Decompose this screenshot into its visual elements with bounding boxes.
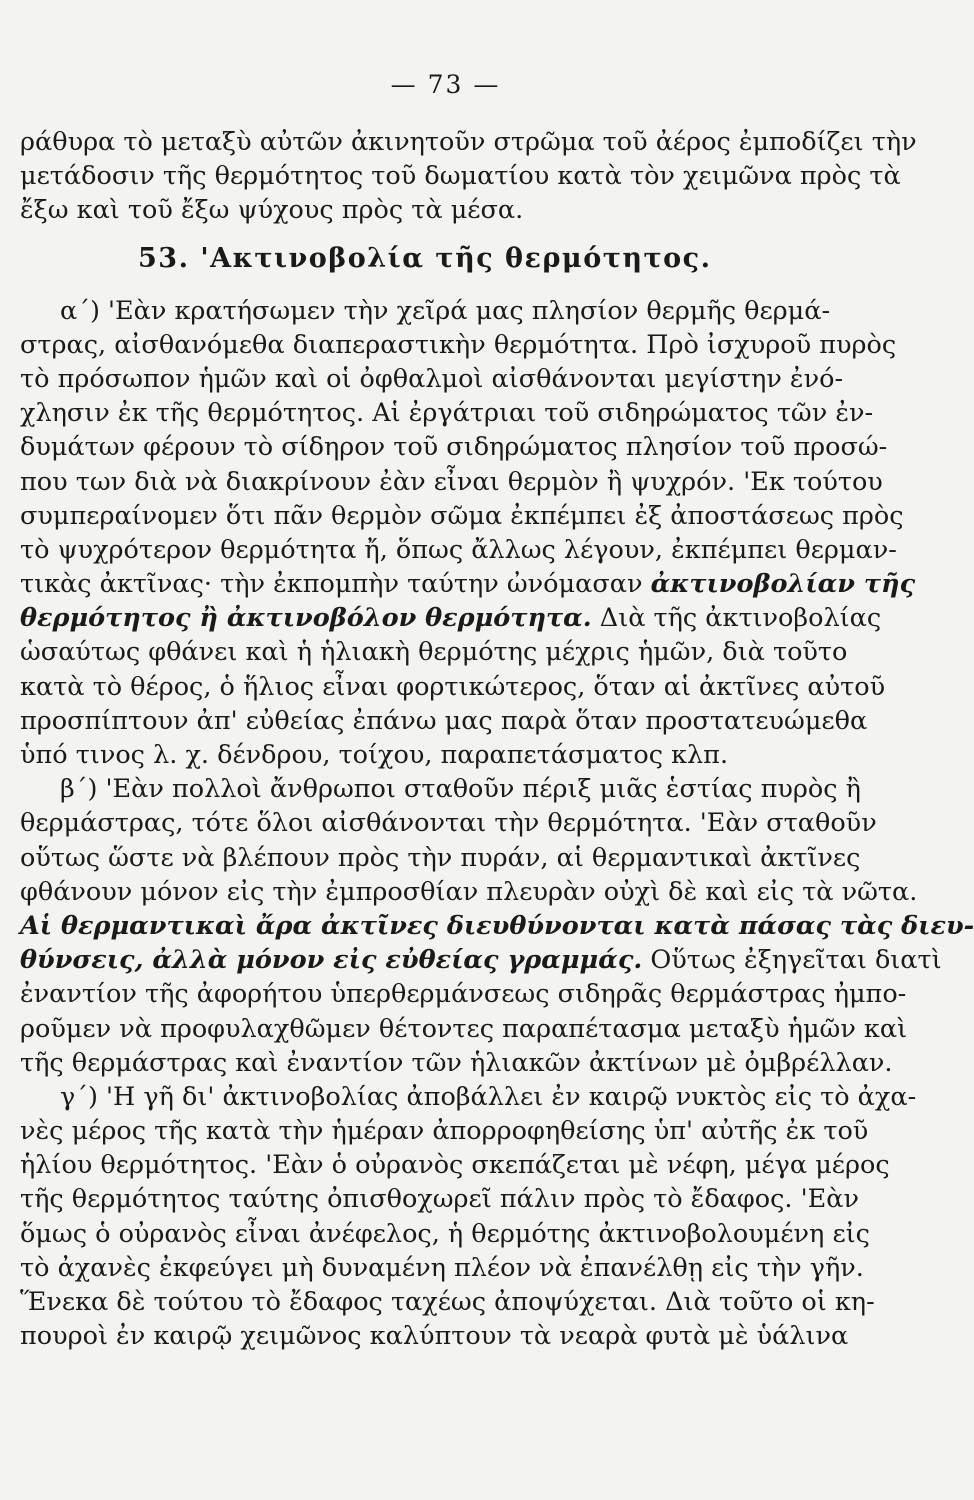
text-line: τὸ ψυχρότερον θερμότητα ἤ, ὅπως ἄλλως λέγουν, ἐκπέμπει θερμαν-: [20, 534, 897, 565]
intro-paragraph: [20, 125, 917, 228]
text-line: Αἱ θερμαντικαὶ ἄρα ἀκτῖνες διευθύνονται κατὰ πάσας τὰς διευ-: [20, 910, 974, 941]
text-line: στρας, αἰσθανόμεθα διαπεραστικὴν θερμότητα. Πρὸ ἰσχυροῦ πυρὸς: [20, 329, 897, 360]
text-line: κατὰ τὸ θέρος, ὁ ἥλιος εἶναι φορτικώτερος, ὅταν αἱ ἀκτῖνες αὐτοῦ: [20, 671, 886, 702]
text-line: α΄) 'Εὰν κρατήσωμεν τὴν χεῖρά μας πλησίον θερμῆς θερμά-: [60, 295, 831, 326]
text-line: νὲς μέρος τῆς κατὰ τὴν ἡμέραν ἀπορροφηθείσης ὑπ' αὐτῆς ἐκ τοῦ: [20, 1116, 869, 1147]
page-number: — 73 —: [390, 70, 501, 99]
text-line: ὑπό τινος λ. χ. δένδρου, τοίχου, παραπετάσματος κλπ.: [20, 740, 729, 770]
text-line: θύνσεις, ἀλλὰ μόνον εἰς εὐθείας γραμμάς. Οὕτως ἐξηγεῖται διατὶ: [20, 945, 942, 976]
text-line: τικὰς ἀκτῖνας· τὴν ἐκπομπὴν ταύτην ὠνόμασαν ἀκτινοβολίαν τῆς: [20, 569, 916, 600]
text-line: μετάδοσιν τῆς θερμότητος τοῦ δωματίου κατὰ τὸν χειμῶνα πρὸς τὰ: [20, 161, 901, 192]
paragraph-a: [20, 294, 916, 773]
text-line: οὕτως ὥστε νὰ βλέπουν πρὸς τὴν πυράν, αἱ θερμαντικαὶ ἀκτῖνες: [20, 842, 861, 873]
text-line: Ἕνεκα δὲ τούτου τὸ ἔδαφος ταχέως ἀποψύχεται. Διὰ τοῦτο οἱ κη-: [20, 1287, 875, 1317]
text-line: ὡσαύτως φθάνει καὶ ἡ ἡλιακὴ θερμότης μέχρις ἡμῶν, διὰ τοῦτο: [20, 637, 848, 668]
text-line: ράθυρα τὸ μεταξὺ αὐτῶν ἀκινητοῦν στρῶμα τοῦ ἀέρος ἐμποδίζει τὴν: [20, 127, 917, 157]
text-line: ἔξω καὶ τοῦ ἔξω ψύχους πρὸς τὰ μέσα.: [20, 195, 524, 226]
text-line: γ΄) 'Η γῆ δι' ἀκτινοβολίας ἀποβάλλει ἐν καιρῷ νυκτὸς εἰς τὸ ἀχα-: [60, 1081, 917, 1112]
text-line: τῆς θερμάστρας καὶ ἐναντίον τῶν ἡλιακῶν ἀκτίνων μὲ ὀμβρέλλαν.: [20, 1047, 893, 1078]
text-line: β΄) 'Εὰν πολλοὶ ἄνθρωποι σταθοῦν πέριξ μιᾶς ἑστίας πυρὸς ἢ: [60, 774, 861, 805]
text-line: πουροὶ ἐν καιρῷ χειμῶνος καλύπτουν τὰ νεαρὰ φυτὰ μὲ ὑάλινα: [20, 1321, 849, 1352]
text-line: χλησιν ἐκ τῆς θερμότητος. Αἱ ἐργάτριαι τοῦ σιδηρώματος τῶν ἐν-: [20, 398, 874, 429]
text-line: ὅμως ὁ οὐρανὸς εἶναι ἀνέφελος, ἡ θερμότης ἀκτινοβολουμένη εἰς: [20, 1218, 870, 1249]
paragraph-c: [20, 1080, 917, 1354]
text-line: προσπίπτουν ἀπ' εὐθείας ἐπάνω μας παρὰ ὅταν προστατευώμεθα: [20, 705, 868, 736]
text-line: δυμάτων φέρουν τὸ σίδηρον τοῦ σιδηρώματος πλησίον τοῦ προσώ-: [20, 432, 888, 463]
text-line: τὸ ἀχανὲς ἐκφεύγει μὴ δυναμένη πλέον νὰ ἐπανέλθῃ εἰς τὴν γῆν.: [20, 1252, 864, 1283]
paragraph-b: [20, 772, 974, 1080]
text-line: ἡλίου θερμότητος. 'Εὰν ὁ οὐρανὸς σκεπάζεται μὲ νέφη, μέγα μέρος: [20, 1150, 890, 1181]
text-line: τῆς θερμότητος ταύτης ὀπισθοχωρεῖ πάλιν πρὸς τὸ ἔδαφος. 'Εὰν: [20, 1184, 859, 1215]
text-line: ροῦμεν νὰ προφυλαχθῶμεν θέτοντες παραπέτασμα μεταξὺ ἡμῶν καὶ: [20, 1013, 908, 1044]
text-line: που των διὰ νὰ διακρίνουν ἐὰν εἶναι θερμὸν ἢ ψυχρόν. 'Εκ τούτου: [20, 466, 883, 497]
text-line: τὸ πρόσωπον ἡμῶν καὶ οἱ ὀφθαλμοὶ αἰσθάνονται μεγίστην ἐνό-: [20, 363, 844, 394]
text-line: συμπεραίνομεν ὅτι πᾶν θερμὸν σῶμα ἐκπέμπει ἐξ ἀποστάσεως πρὸς: [20, 500, 904, 531]
text-line: θερμότητος ἢ ἀκτινοβόλον θερμότητα. Διὰ τῆς ἀκτινοβολίας: [20, 603, 882, 634]
text-line: ἐναντίον τῆς ἀφορήτου ὑπερθερμάνσεως σιδηρᾶς θερμάστρας ἠμπο-: [20, 979, 907, 1010]
section-heading: 53. 'Ακτινοβολία τῆς θερμότητος.: [138, 242, 712, 274]
text-line: θερμάστρας, τότε ὅλοι αἰσθάνονται τὴν θερμότητα. 'Εὰν σταθοῦν: [20, 808, 877, 839]
text-line: φθάνουν μόνον εἰς τὴν ἐμπροσθίαν πλευρὰν οὐχὶ δὲ καὶ εἰς τὰ νῶτα.: [20, 876, 918, 907]
